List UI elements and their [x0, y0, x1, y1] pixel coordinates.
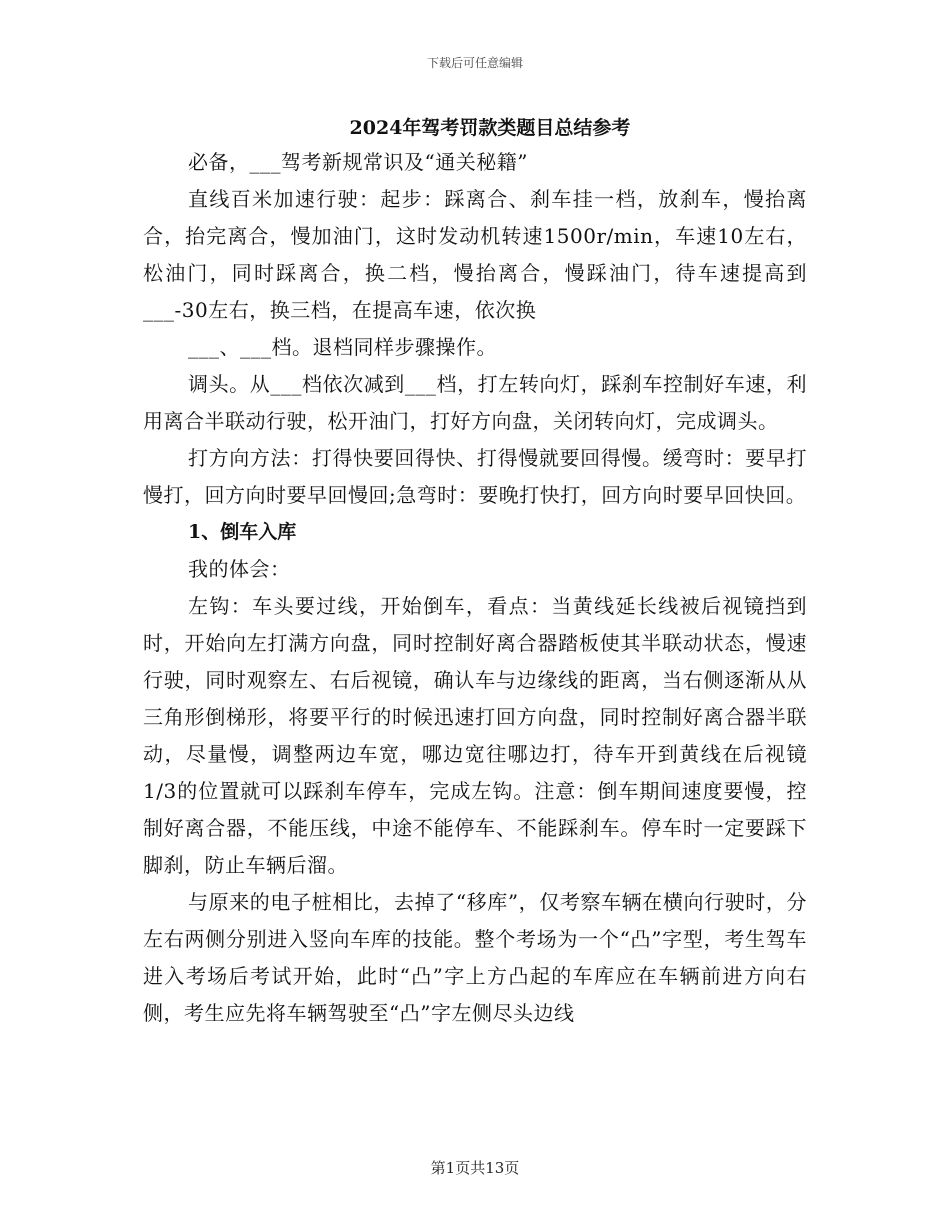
paragraph: 必备，___驾考新规常识及“通关秘籍”	[188, 150, 528, 174]
paragraph: 调头。从___档依次减到___档，打左转向灯，踩刹车控制好车速，利用离合半联动行驶，松开油门，打好方向盘，关闭转向灯，完成调头。	[143, 372, 807, 433]
paragraph: 直线百米加速行驶：起步：踩离合、刹车挂一档，放刹车，慢抬离合，抬完离合，慢加油门，这时发动机转速1500r/min，车速10左右，松油门，同时踩离合，换二档，慢抬离合，慢踩油门，待车速提高到___-30左右，换三档，在提高车速，依次换	[143, 187, 807, 322]
section-heading: 1、倒车入库	[188, 521, 297, 543]
paragraph: 我的体会：	[188, 557, 291, 581]
page-header-note: 下载后可任意编辑	[426, 56, 523, 70]
paragraph: 打方向方法：打得快要回得快、打得慢就要回得慢。缓弯时：要早打慢打，回方向时要早回慢回;急弯时：要晚打快打，回方向时要早回快回。	[143, 446, 807, 507]
paragraph: ___、___档。退档同样步骤操作。	[188, 335, 497, 359]
page-footer-number: 第1页共13页	[430, 1159, 520, 1177]
document-title: 2024年驾考罚款类题目总结参考	[349, 117, 631, 139]
paragraph: 左钩：车头要过线，开始倒车，看点：当黄线延长线被后视镜挡到时，开始向左打满方向盘，同时控制好离合器踏板使其半联动状态，慢速行驶，同时观察左、右后视镜，确认车与边缘线的距离，当右侧逐渐从从三角形倒梯形，将要平行的时候迅速打回方向盘，同时控制好离合器半联动，尽量慢，调整两边车宽，哪边宽往哪边打，待车开到黄线在后视镜1/3的位置就可以踩刹车停车，完成左钩。注意：倒车期间速度要慢，控制好离合器，不能压线，中途不能停车、不能踩刹车。停车时一定要踩下脚刹，防止车辆后溜。	[143, 594, 807, 877]
paragraph: 与原来的电子桩相比，去掉了“移库”，仅考察车辆在横向行驶时，分左右两侧分别进入竖向车库的技能。整个考场为一个“凸”字型，考生驾车进入考场后考试开始，此时“凸”字上方凸起的车库应在车辆前进方向右侧，考生应先将车辆驾驶至“凸”字左侧尽头边线	[143, 890, 807, 1025]
document-body	[143, 112, 807, 1032]
